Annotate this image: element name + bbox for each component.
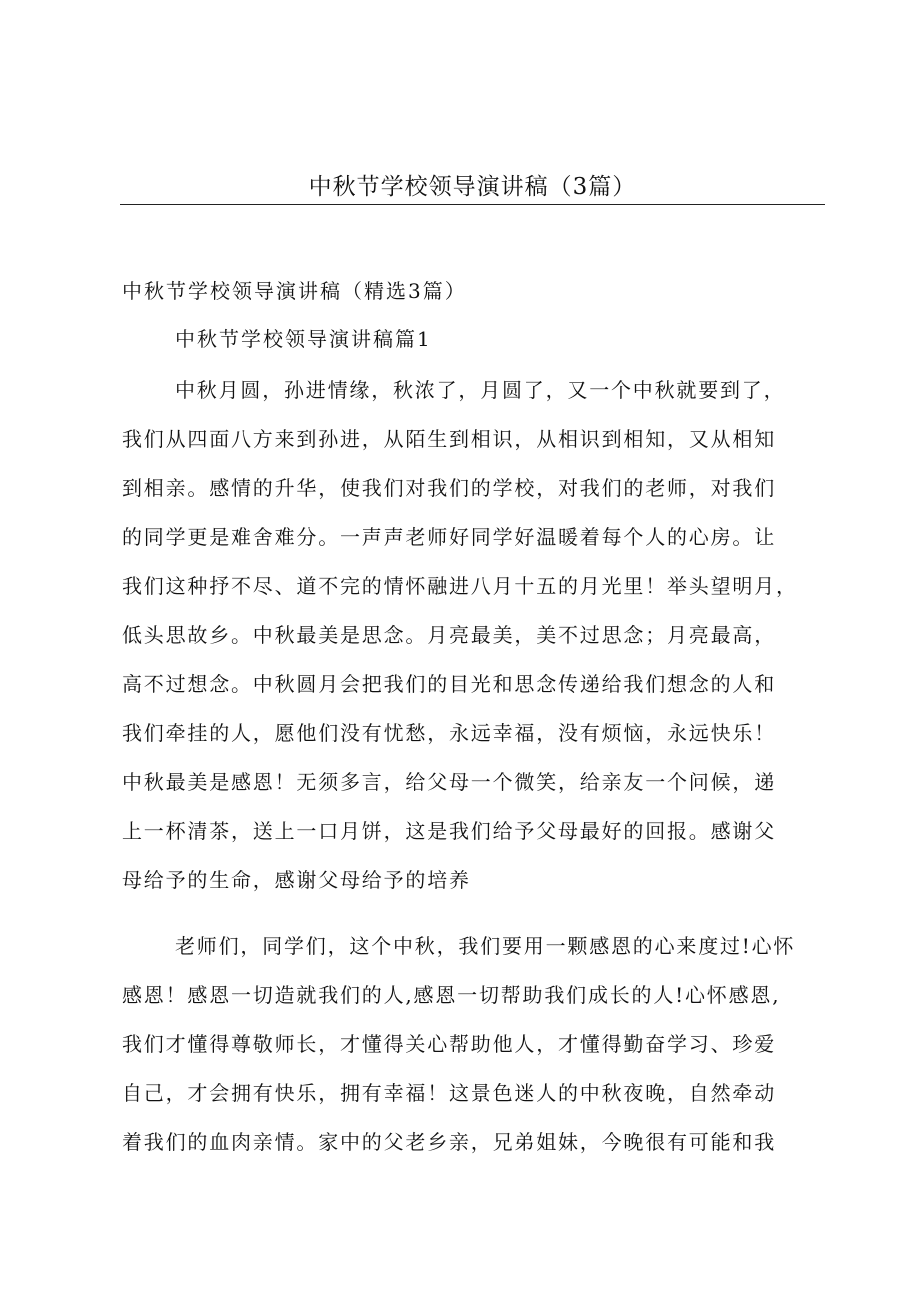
section-heading: 中秋节学校领导演讲稿篇1 (175, 327, 432, 351)
paragraph-line: 上一杯清茶，送上一口月饼，这是我们给予父母最好的回报。感谢父 (122, 819, 776, 843)
document-subtitle: 中秋节学校领导演讲稿（精选3篇） (122, 279, 467, 303)
paragraph-line: 的同学更是难舍难分。一声声老师好同学好温暖着每个人的心房。让 (122, 525, 776, 549)
paragraph-line: 我们从四面八方来到孙进，从陌生到相识，从相识到相知，又从相知 (122, 427, 776, 451)
paragraph-line: 中秋最美是感恩！无须多言，给父母一个微笑，给亲友一个问候，递 (122, 770, 776, 794)
paragraph-line: 老师们，同学们，这个中秋，我们要用一颗感恩的心来度过!心怀 (175, 934, 796, 958)
paragraph-line: 自己，才会拥有快乐，拥有幸福！这景色迷人的中秋夜晚，自然牵动 (122, 1081, 776, 1105)
paragraph-line: 低头思故乡。中秋最美是思念。月亮最美，美不过思念；月亮最高， (122, 623, 776, 647)
paragraph-line: 感恩！感恩一切造就我们的人,感恩一切帮助我们成长的人!心怀感恩, (122, 983, 781, 1007)
paragraph-line: 中秋月圆，孙进情缘，秋浓了，月圆了，又一个中秋就要到了， (175, 378, 786, 402)
paragraph-1 (122, 366, 827, 905)
paragraph-line: 高不过想念。中秋圆月会把我们的目光和思念传递给我们想念的人和 (122, 672, 776, 696)
document-title: 中秋节学校领导演讲稿（3篇） (308, 174, 637, 200)
paragraph-line: 我们才懂得尊敬师长，才懂得关心帮助他人，才懂得勤奋学习、珍爱 (122, 1032, 776, 1056)
paragraph-line: 到相亲。感情的升华，使我们对我们的学校，对我们的老师，对我们 (122, 476, 776, 500)
title-underline (120, 204, 825, 205)
paragraph-line: 我们这种抒不尽、道不完的情怀融进八月十五的月光里！举头望明月， (122, 574, 798, 598)
paragraph-line: 着我们的血肉亲情。家中的父老乡亲，兄弟姐妹，今晚很有可能和我 (122, 1130, 776, 1154)
paragraph-line: 母给予的生命，感谢父母给予的培养 (122, 868, 471, 892)
paragraph-line: 我们牵挂的人，愿他们没有忧愁，永远幸福，没有烦恼，永远快乐！ (122, 721, 776, 745)
paragraph-2 (122, 922, 827, 1167)
